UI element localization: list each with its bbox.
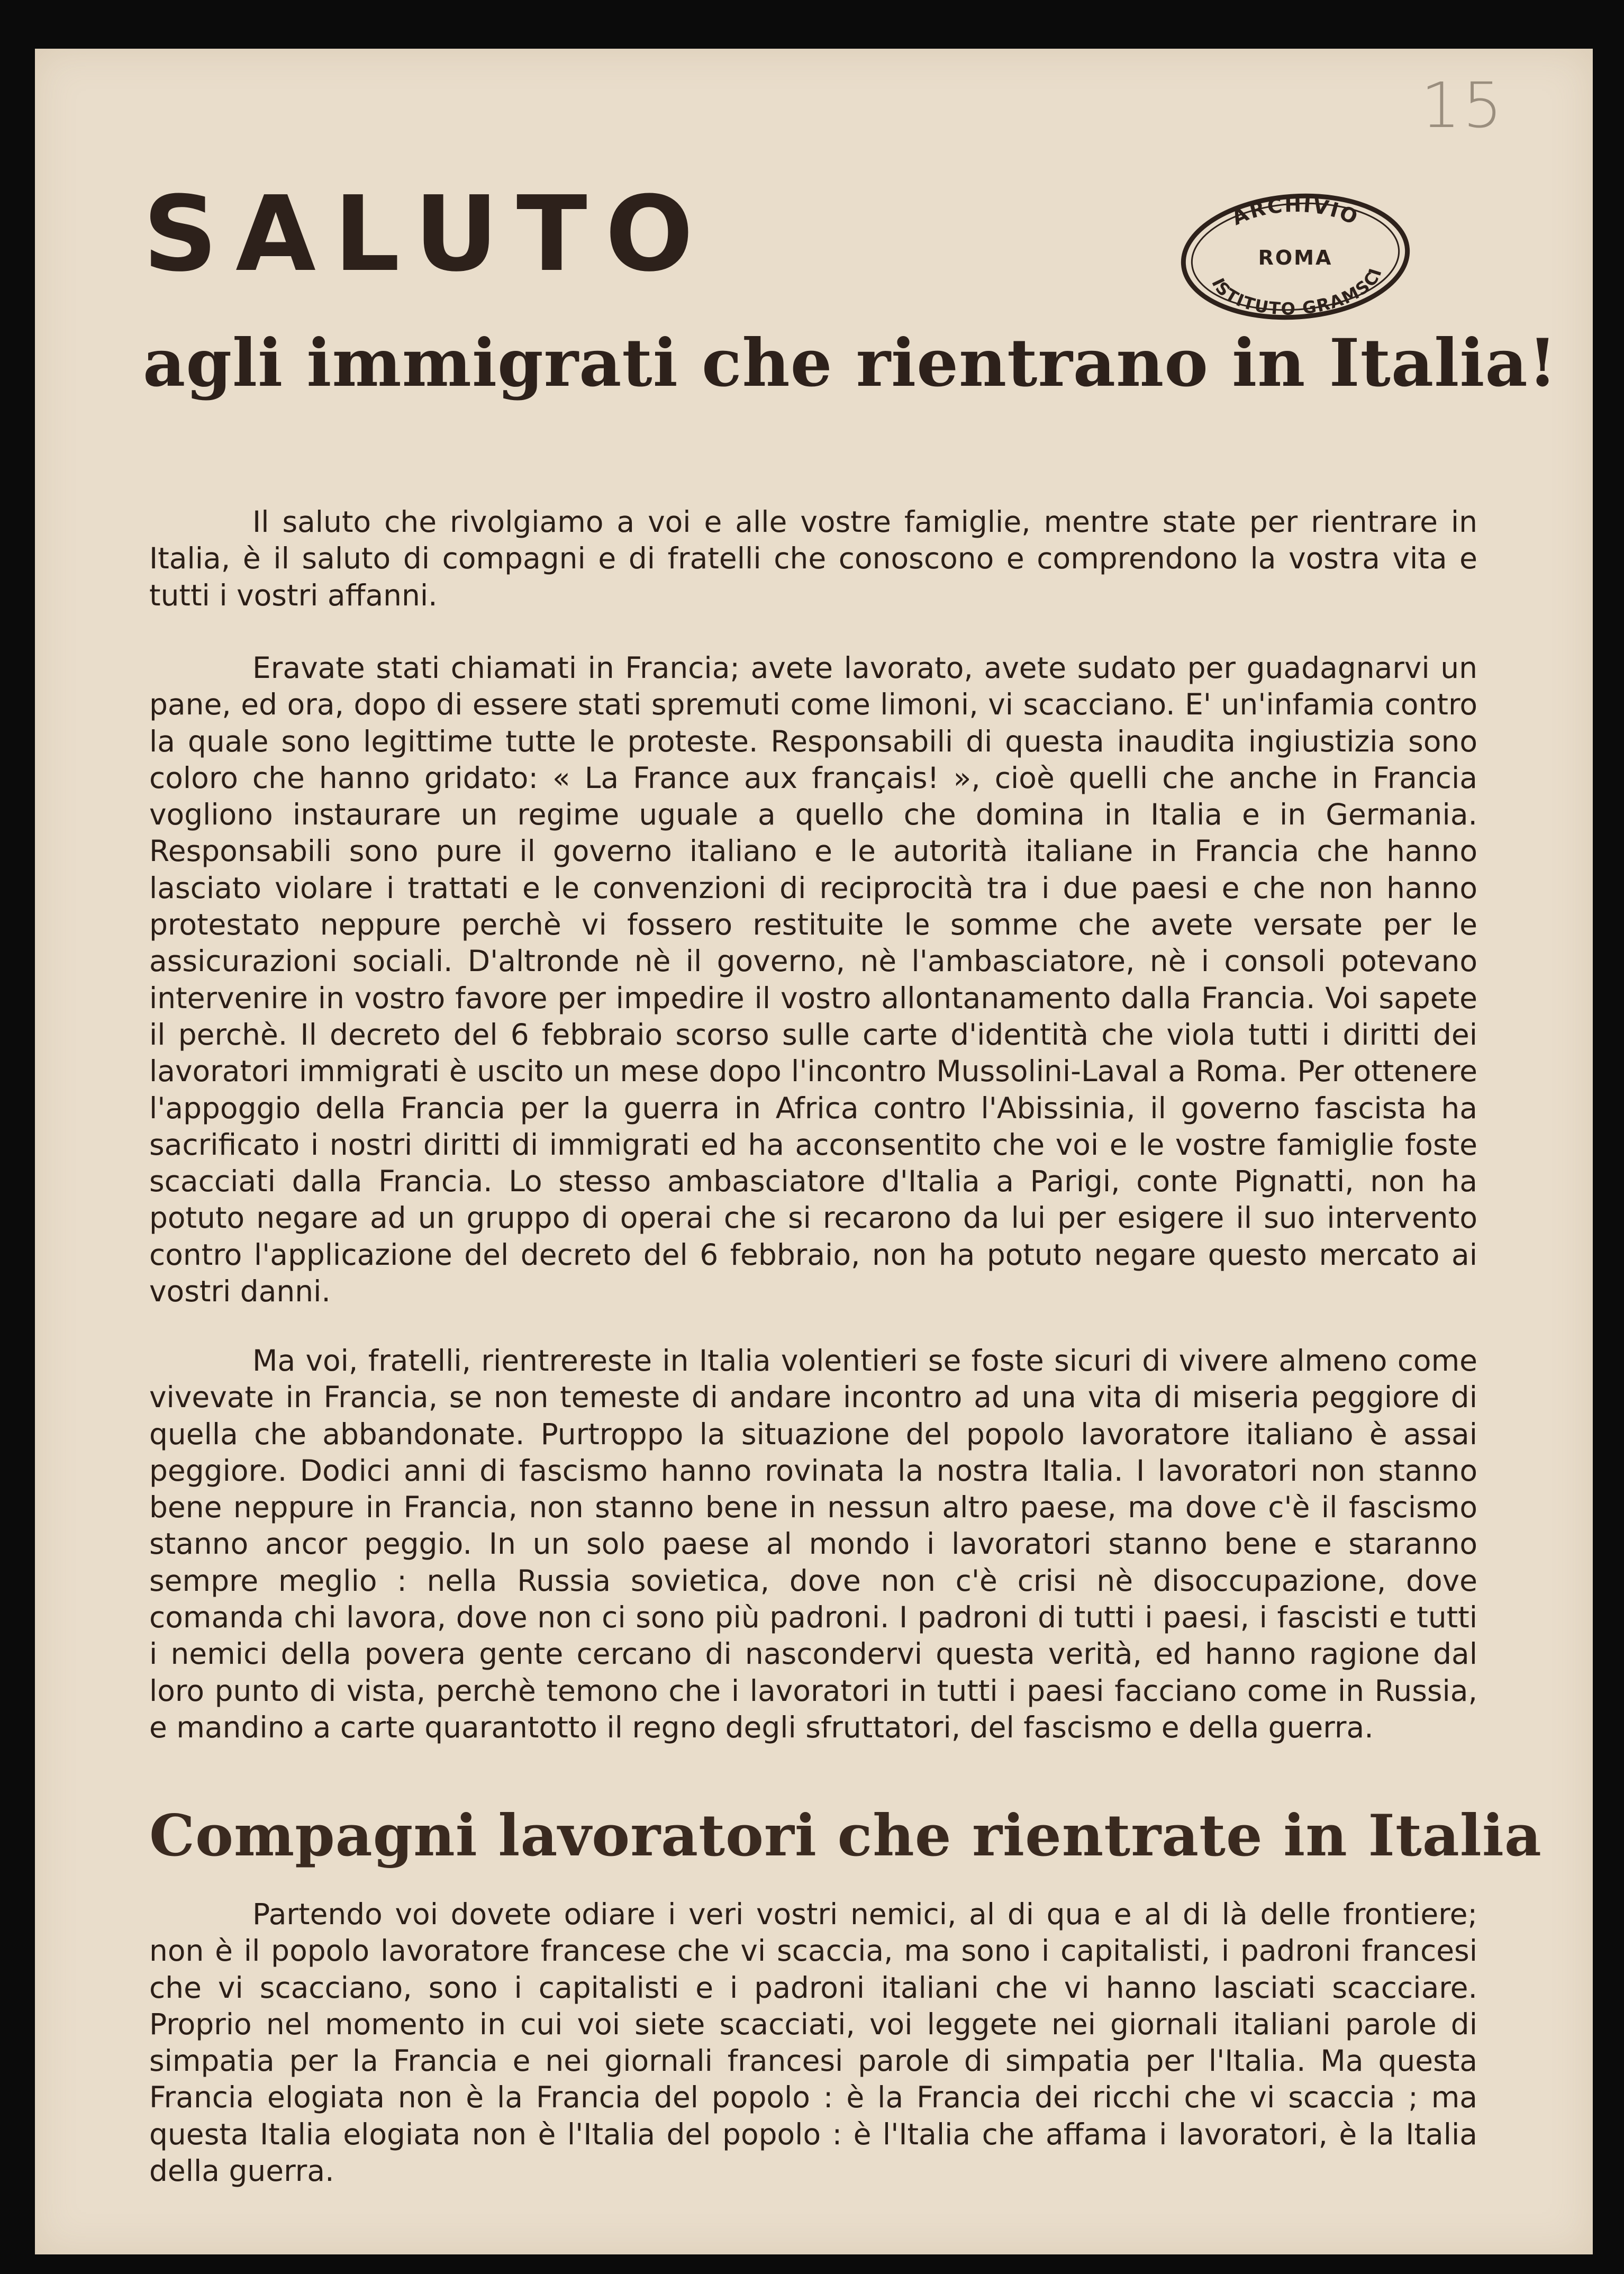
stamp-line1: ARCHIVIO bbox=[1228, 193, 1363, 230]
paragraph-1: Il saluto che rivolgiamo a voi e alle vostre famiglie, mentre state per rientrare in Italia, è il saluto di compagni e di fratelli che conoscono e comprendono la vostra vita e tutti i vostri affanni. bbox=[149, 505, 1477, 612]
stamp-line3: ISTITUTO GRAMSCI bbox=[1208, 265, 1386, 319]
stamp-line2: ROMA bbox=[1258, 246, 1333, 269]
page-subtitle: agli immigrati che rientrano in Italia! bbox=[143, 325, 1558, 402]
paragraph-2: Eravate stati chiamati in Francia; avete lavorato, avete sudato per guadagnarvi un pane, ed ora, dopo di essere stati spremuti come limoni, vi scacciano. E' un'infamia contro la quale sono legittime tutte le proteste. Responsabili di questa inaudita ingiustizia sono coloro che hanno gridato: « La France aux français! », cioè quelli che anche in Francia vogliono instaurare un regime uguale a quello che domina in Italia e in Germania. Responsabili sono pure il governo italiano e le autorità italiane in Francia che hanno lasciato violare i trattati e le convenzioni di reciprocità tra i due paesi e che non hanno protestato neppure perchè vi fossero restituite le somme che avete versate per le assicurazioni sociali. D'altronde nè il governo, nè l'ambasciatore, nè i consoli potevano intervenire in vostro favore per impedire il vostro allontanamento dalla Francia. Voi sapete il perchè. Il decreto del 6 febbraio scorso sulle carte d'identità che viola tutti i diritti dei lavoratori immigrati è uscito un mese dopo l'incontro Mussolini-Laval a Roma. Per ottenere l'appoggio della Francia per la guerra in Africa contro l'Abissinia, il governo fascista ha sacrificato i nostri diritti di immigrati ed ha acconsentito che voi e le vostre famiglie foste scacciati dalla Francia. Lo stesso ambasciatore d'Italia a Parigi, conte Pignatti, non ha potuto negare ad un gruppo di operai che si recarono da lui per esigere il suo intervento contro l'applicazione del decreto del 6 febbraio, non ha potuto negare questo mercato ai vostri danni. bbox=[149, 651, 1477, 1309]
archive-stamp bbox=[1179, 192, 1412, 322]
section-paragraph-1: Partendo voi dovete odiare i veri vostri nemici, al di qua e al di là delle frontiere; non è il popolo lavoratore francese che vi scaccia, ma sono i capitalisti, i padroni francesi che vi scacciano, sono i capitalisti e i padroni italiani che vi hanno lasciati scacciare. Proprio nel momento in cui voi siete scacciati, voi leggete nei giornali italiani parole di simpatia per la Francia e nei giornali francesi parole di simpatia per l'Italia. Ma questa Francia elogiata non è la Francia del popolo : è la Francia dei ricchi che vi scaccia ; ma questa Italia elogiata non è l'Italia del popolo : è l'Italia che affama i lavoratori, è la Italia della guerra. bbox=[149, 1897, 1477, 2188]
section-heading: Compagni lavoratori che rientrate in Italia bbox=[149, 1802, 1542, 1869]
paragraph-3: Ma voi, fratelli, rientrereste in Italia volentieri se foste sicuri di vivere almeno come vivevate in Francia, se non temeste di andare incontro ad una vita di miseria peggiore di quella che abbandonate. Purtroppo la situazione del popolo lavoratore italiano è assai peggiore. Dodici anni di fascismo hanno rovinata la nostra Italia. I lavoratori non stanno bene neppure in Francia, non stanno bene in nessun altro paese, ma dove c'è il fascismo stanno ancor peggio. In un solo paese al mondo i lavoratori stanno bene e staranno sempre meglio : nella Russia sovietica, dove non c'è crisi nè disoccupazione, dove comanda chi lavora, dove non ci sono più padroni. I padroni di tutti i paesi, i fascisti e tutti i nemici della povera gente cercano di nascondervi questa verità, ed hanno ragione dal loro punto di vista, perchè temono che i lavoratori in tutti i paesi facciano come in Russia, e mandino a carte quarantotto il regno degli sfruttatori, del fascismo e della guerra. bbox=[149, 1344, 1477, 1744]
svg-text:ISTITUTO GRAMSCI bbox=[1207, 264, 1389, 322]
archive-number: 15 bbox=[1421, 69, 1505, 142]
page-title: SALUTO bbox=[143, 174, 712, 295]
